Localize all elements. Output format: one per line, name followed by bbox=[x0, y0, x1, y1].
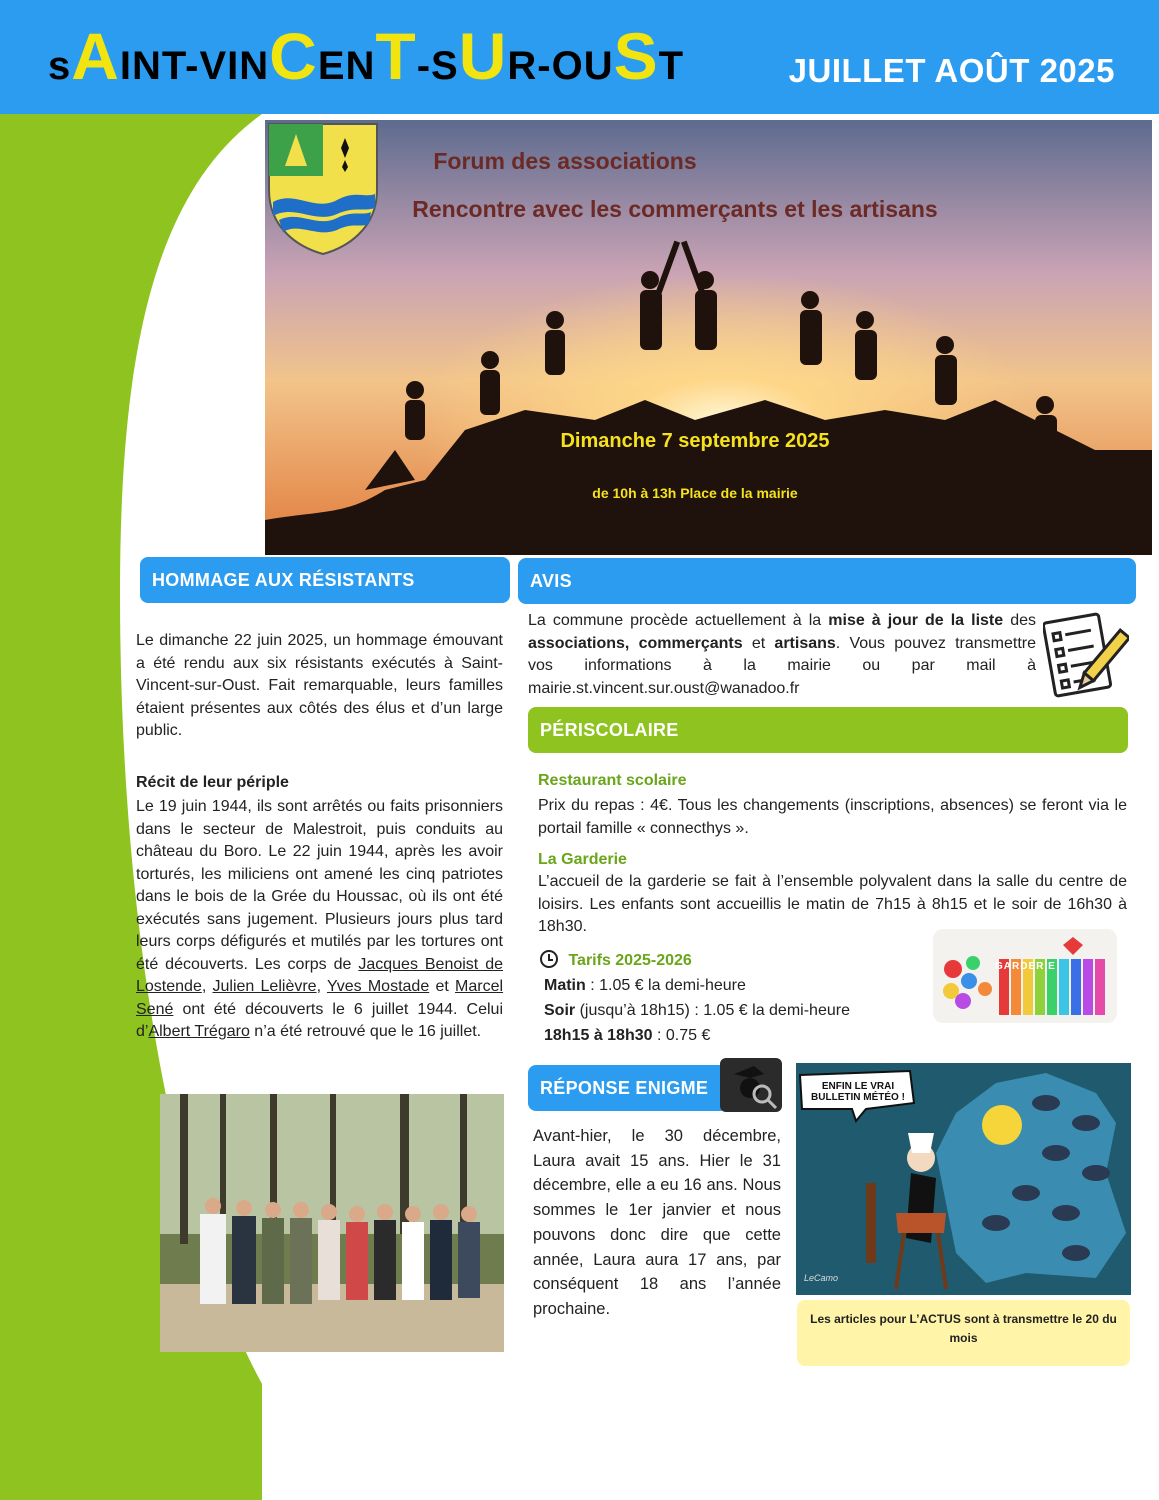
cartoon-speech-bubble: ENFIN LE VRAI BULLETIN MÉTÉO ! bbox=[811, 1081, 905, 1103]
heading-text: RÉPONSE ENIGME bbox=[540, 1078, 709, 1098]
garderie-title bbox=[538, 849, 627, 872]
avis-emphasis: associations, commerçants bbox=[528, 634, 743, 652]
submission-deadline-note: Les articles pour L’ACTUS sont à transmettre le 20 du mois bbox=[797, 1300, 1130, 1366]
section-heading-hommage bbox=[140, 557, 510, 603]
hero-time-place: de 10h à 13h Place de la mairie bbox=[592, 485, 798, 501]
detective-magnifier-icon bbox=[720, 1052, 782, 1112]
avis-text-part: . Vous pouvez transmettre vos informations à la mairie ou par mail à mairie.st.vincent.sur.oust@wanadoo.fr bbox=[528, 634, 1036, 697]
garderie-label: GARDERIE bbox=[995, 961, 1056, 972]
recit-text: ont été découverts le 6 juillet 1944. Celui d’ bbox=[136, 1000, 503, 1040]
clock-icon bbox=[540, 950, 558, 968]
avis-emphasis: artisans bbox=[774, 634, 836, 652]
subheading: Restaurant scolaire bbox=[538, 772, 687, 789]
subheading: La Garderie bbox=[538, 851, 627, 868]
recit-heading: Récit de leur périple bbox=[136, 774, 289, 791]
tarif-value: : 1.05 € la demi-heure bbox=[585, 977, 746, 994]
header-bar bbox=[0, 0, 1159, 114]
issue-date: JUILLET AOÛT 2025 bbox=[788, 52, 1115, 89]
tarif-value: (jusqu’à 18h15) : 1.05 € la demi-heure bbox=[575, 1002, 850, 1019]
section-heading-periscolaire bbox=[528, 707, 1128, 753]
hommage-intro: Le dimanche 22 juin 2025, un hommage émouvant a été rendu aux six résistants exécutés à Saint-Vincent-sur-Oust. Fait remarquable, leurs familles étaient présentes aux côtés des élus et d’un large public. bbox=[136, 632, 503, 739]
section-heading-avis bbox=[518, 558, 1136, 604]
tarif-soir bbox=[544, 1000, 850, 1023]
title-part: INT-VIN bbox=[119, 44, 270, 88]
garderie-craft-image bbox=[933, 929, 1117, 1023]
resistant-name: Albert Trégaro bbox=[148, 1023, 250, 1040]
avis-text-part: des bbox=[1003, 612, 1037, 629]
weather-cartoon bbox=[796, 1063, 1131, 1295]
newsletter-title bbox=[48, 19, 685, 93]
avis-text bbox=[528, 610, 1036, 700]
avis-emphasis: mise à jour de la liste bbox=[828, 612, 1004, 629]
recit-title bbox=[136, 772, 503, 795]
recit-text: Le 19 juin 1944, ils sont arrêtés ou faits prisonniers dans le secteur de Malestroit, puis conduits au château du Boro. Le 22 juin 1944, après les avoir torturés, les miliciens ont amené les cinq patriotes dans le bois de la Grée du Houssac, où ils ont été exécutés sans jugement. Plusieurs jours plus tard leurs corps défigurés et mutilés par les tortures ont été découverts. Les corps de bbox=[136, 798, 503, 973]
resistant-name: Jacques Benoist de Lostende bbox=[136, 955, 503, 995]
ceremony-photo bbox=[160, 1094, 504, 1352]
tarif-late bbox=[544, 1025, 710, 1048]
restaurant-text: Prix du repas : 4€. Tous les changements (inscriptions, absences) se feront via le portail famille « connecthys ». bbox=[538, 797, 1127, 837]
restaurant-title bbox=[538, 770, 687, 793]
checklist-pencil-icon bbox=[1043, 610, 1129, 700]
tarif-label: Soir bbox=[544, 1002, 576, 1019]
municipal-coat-of-arms-icon bbox=[265, 120, 381, 256]
title-part: C bbox=[269, 19, 318, 93]
recit-text: n’a été retrouvé que le 16 juillet. bbox=[249, 1023, 482, 1040]
title-part: s bbox=[48, 44, 72, 88]
tarifs-title bbox=[540, 950, 692, 973]
separator: , bbox=[201, 978, 213, 995]
title-part: R-OU bbox=[507, 44, 614, 88]
resistant-name: Yves Mostade bbox=[326, 978, 430, 995]
title-part: EN bbox=[317, 44, 376, 88]
tarif-matin bbox=[544, 975, 746, 998]
subheading: Tarifs 2025-2026 bbox=[568, 952, 692, 969]
heading-text: PÉRISCOLAIRE bbox=[540, 720, 679, 740]
avis-text-part: La commune procède actuellement à la bbox=[528, 612, 829, 629]
heading-text: AVIS bbox=[530, 571, 572, 591]
cartoon-signature: LeCamo bbox=[804, 1273, 839, 1283]
enigme-text: Avant-hier, le 30 décembre, Laura avait 15 ans. Hier le 31 décembre, elle a eu 16 ans. Nous sommes le 1er janvier et nous pouvons donc dire que cette année, Laura aura 17 ans, par conséquent 18 ans l’année prochaine. bbox=[533, 1127, 781, 1318]
title-part: -S bbox=[416, 44, 459, 88]
title-part: U bbox=[458, 19, 508, 93]
separator: et bbox=[429, 978, 456, 995]
hero-title: Forum des associations bbox=[433, 148, 697, 174]
heading-text: HOMMAGE AUX RÉSISTANTS bbox=[152, 570, 415, 590]
hero-date: Dimanche 7 septembre 2025 bbox=[560, 430, 830, 452]
tarif-label: 18h15 à 18h30 bbox=[544, 1027, 653, 1044]
resistant-name: Julien Lelièvre bbox=[212, 978, 317, 995]
separator: , bbox=[316, 978, 327, 995]
section-heading-enigme bbox=[528, 1065, 728, 1111]
hero-banner bbox=[265, 120, 1152, 555]
recit-body bbox=[136, 796, 503, 1044]
title-part: T bbox=[375, 19, 417, 93]
avis-text-part: et bbox=[742, 634, 775, 652]
title-part: A bbox=[71, 19, 120, 93]
resistant-name: Marcel Sené bbox=[136, 978, 504, 1018]
garderie-text: L’accueil de la garderie se fait à l’ensemble polyvalent dans la salle du centre de loisirs. Les enfants sont accueillis le matin de 7h15 à 8h15 et le soir de 16h30 à 18h30. bbox=[538, 873, 1127, 935]
title-part: S bbox=[613, 19, 659, 93]
title-part: T bbox=[658, 44, 685, 88]
hero-subtitle: Rencontre avec les commerçants et les artisans bbox=[412, 196, 938, 222]
tarif-label: Matin bbox=[544, 977, 586, 994]
tarif-value: : 0.75 € bbox=[652, 1027, 711, 1044]
